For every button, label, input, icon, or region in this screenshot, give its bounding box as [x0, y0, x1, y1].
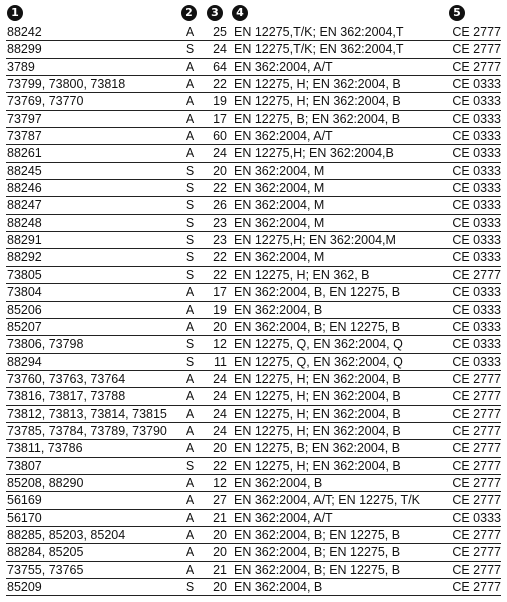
- article-numbers-cell: 73787: [7, 129, 42, 144]
- table-row: [6, 249, 501, 266]
- column-number-badge-2: 2: [181, 5, 197, 21]
- standards-cell: EN 12275,H; EN 362:2004,M: [234, 233, 396, 248]
- strength-cell: 24: [213, 146, 227, 161]
- certification-cell: CE 0333: [452, 215, 501, 230]
- table-row: [6, 388, 501, 405]
- strength-cell: 24: [213, 42, 227, 57]
- strength-cell: 22: [213, 267, 227, 282]
- certification-cell: CE 2777: [452, 267, 501, 282]
- certification-cell: CE 0333: [452, 233, 501, 248]
- strength-cell: 20: [213, 527, 227, 542]
- article-numbers-cell: 73760, 73763, 73764: [7, 371, 126, 386]
- strength-cell: 20: [213, 545, 227, 560]
- table-header: [6, 4, 501, 24]
- strength-cell: 22: [213, 250, 227, 265]
- type-cell: A: [185, 423, 195, 438]
- table-row: [6, 475, 501, 492]
- article-numbers-cell: 88284, 85205: [7, 545, 84, 560]
- standards-cell: EN 12275,H; EN 362:2004,B: [234, 146, 394, 161]
- certification-cell: CE 2777: [452, 475, 501, 490]
- column-number-badge-1: 1: [7, 5, 23, 21]
- type-cell: S: [185, 337, 195, 352]
- table-row: [6, 76, 501, 93]
- type-cell: A: [185, 441, 195, 456]
- strength-cell: 12: [213, 475, 227, 490]
- standards-cell: EN 362:2004, M: [234, 181, 325, 196]
- table-row: [6, 180, 501, 197]
- certification-cell: CE 2777: [452, 423, 501, 438]
- table-row: [6, 145, 501, 162]
- table-row: [6, 284, 501, 301]
- type-cell: A: [185, 77, 195, 92]
- standards-cell: EN 12275, H; EN 362:2004, B: [234, 371, 401, 386]
- certification-cell: CE 0333: [452, 129, 501, 144]
- certification-cell: CE 2777: [452, 493, 501, 508]
- table-row: [6, 371, 501, 388]
- article-numbers-cell: 88247: [7, 198, 42, 213]
- article-numbers-cell: 56169: [7, 493, 42, 508]
- table-row: [6, 24, 501, 41]
- article-numbers-cell: 73785, 73784, 73789, 73790: [7, 423, 167, 438]
- certification-cell: CE 2777: [452, 527, 501, 542]
- standards-cell: EN 362:2004, B; EN 12275, B: [234, 527, 401, 542]
- strength-cell: 11: [214, 354, 227, 369]
- standards-cell: EN 12275, H; EN 362:2004, B: [234, 94, 401, 109]
- table-row: [6, 128, 501, 145]
- type-cell: S: [185, 163, 195, 178]
- standards-cell: EN 362:2004, A/T: [234, 59, 333, 74]
- article-numbers-cell: 88285, 85203, 85204: [7, 527, 126, 542]
- standards-cell: EN 12275, Q, EN 362:2004, Q: [234, 337, 403, 352]
- standards-cell: EN 12275, Q, EN 362:2004, Q: [234, 354, 403, 369]
- standards-cell: EN 12275, B; EN 362:2004, B: [234, 111, 401, 126]
- standards-cell: EN 362:2004, M: [234, 198, 325, 213]
- article-numbers-cell: 85209: [7, 580, 42, 594]
- article-numbers-cell: 88242: [7, 25, 42, 39]
- table-row: [6, 336, 501, 353]
- article-numbers-cell: 85207: [7, 319, 42, 334]
- article-numbers-cell: 73804: [7, 285, 42, 300]
- standards-cell: EN 12275, H; EN 362:2004, B: [234, 406, 401, 421]
- strength-cell: 19: [213, 302, 227, 317]
- strength-cell: 20: [213, 319, 227, 334]
- standards-cell: EN 362:2004, B; EN 12275, B: [234, 545, 401, 560]
- table-row: [6, 440, 501, 457]
- strength-cell: 21: [213, 562, 227, 577]
- certification-cell: CE 2777: [452, 25, 501, 39]
- type-cell: A: [185, 25, 195, 39]
- certification-cell: CE 0333: [452, 285, 501, 300]
- standards-cell: EN 362:2004, B: [234, 580, 323, 594]
- article-numbers-cell: 88246: [7, 181, 42, 196]
- standards-cell: EN 362:2004, B; EN 12275, B: [234, 562, 401, 577]
- type-cell: A: [185, 527, 195, 542]
- strength-cell: 20: [213, 163, 227, 178]
- standards-cell: EN 362:2004, M: [234, 215, 325, 230]
- type-cell: S: [185, 198, 195, 213]
- standards-cell: EN 12275, H; EN 362:2004, B: [234, 458, 401, 473]
- standards-cell: EN 12275,T/K; EN 362:2004,T: [234, 42, 404, 57]
- article-numbers-cell: 73799, 73800, 73818: [7, 77, 126, 92]
- standards-cell: EN 12275, H; EN 362:2004, B: [234, 389, 401, 404]
- table-row: [6, 562, 501, 579]
- article-numbers-cell: 73812, 73813, 73814, 73815: [7, 406, 167, 421]
- type-cell: A: [185, 545, 195, 560]
- standards-cell: EN 362:2004, B: [234, 302, 323, 317]
- certification-cell: CE 0333: [452, 302, 501, 317]
- strength-cell: 12: [213, 337, 227, 352]
- spec-table: [6, 4, 501, 596]
- strength-cell: 22: [213, 458, 227, 473]
- column-number-badge-3: 3: [207, 5, 223, 21]
- type-cell: A: [185, 285, 195, 300]
- certification-cell: CE 0333: [452, 198, 501, 213]
- strength-cell: 24: [213, 406, 227, 421]
- type-cell: A: [185, 371, 195, 386]
- certification-cell: CE 0333: [452, 163, 501, 178]
- strength-cell: 20: [213, 580, 227, 594]
- table-row: [6, 319, 501, 336]
- type-cell: A: [185, 146, 195, 161]
- strength-cell: 22: [213, 77, 227, 92]
- strength-cell: 19: [213, 94, 227, 109]
- type-cell: A: [185, 406, 195, 421]
- table-row: [6, 59, 501, 76]
- table-row: [6, 163, 501, 180]
- certification-cell: CE 0333: [452, 250, 501, 265]
- strength-cell: 17: [213, 111, 227, 126]
- certification-cell: CE 0333: [452, 111, 501, 126]
- table-row: [6, 267, 501, 284]
- certification-cell: CE 2777: [452, 580, 501, 594]
- article-numbers-cell: 88248: [7, 215, 42, 230]
- table-row: [6, 111, 501, 128]
- article-numbers-cell: 88245: [7, 163, 42, 178]
- article-numbers-cell: 85208, 88290: [7, 475, 84, 490]
- certification-cell: CE 0333: [452, 319, 501, 334]
- type-cell: S: [185, 354, 195, 369]
- type-cell: A: [185, 475, 195, 490]
- standards-cell: EN 12275,T/K; EN 362:2004,T: [234, 25, 404, 39]
- column-number-badge-4: 4: [232, 5, 248, 21]
- article-numbers-cell: 88299: [7, 42, 42, 57]
- table-row: [6, 423, 501, 440]
- table-row: [6, 579, 501, 596]
- article-numbers-cell: 88261: [7, 146, 42, 161]
- certification-cell: CE 0333: [452, 146, 501, 161]
- column-number-badge-5: 5: [449, 5, 465, 21]
- type-cell: A: [185, 319, 195, 334]
- standards-cell: EN 362:2004, A/T: [234, 510, 333, 525]
- article-numbers-cell: 88294: [7, 354, 42, 369]
- strength-cell: 24: [213, 371, 227, 386]
- type-cell: A: [185, 562, 195, 577]
- type-cell: A: [185, 510, 195, 525]
- strength-cell: 21: [213, 510, 227, 525]
- strength-cell: 25: [213, 25, 227, 39]
- strength-cell: 26: [213, 198, 227, 213]
- type-cell: S: [185, 580, 195, 594]
- certification-cell: CE 2777: [452, 59, 501, 74]
- table-body: [6, 24, 501, 596]
- strength-cell: 22: [213, 181, 227, 196]
- table-row: [6, 215, 501, 232]
- type-cell: A: [185, 111, 195, 126]
- article-numbers-cell: 85206: [7, 302, 42, 317]
- standards-cell: EN 362:2004, A/T: [234, 129, 333, 144]
- article-numbers-cell: 3789: [7, 59, 35, 74]
- certification-cell: CE 0333: [452, 181, 501, 196]
- standards-cell: EN 12275, H; EN 362:2004, B: [234, 423, 401, 438]
- article-numbers-cell: 56170: [7, 510, 42, 525]
- type-cell: A: [185, 129, 195, 144]
- standards-cell: EN 362:2004, A/T; EN 12275, T/K: [234, 493, 420, 508]
- certification-cell: CE 0333: [452, 94, 501, 109]
- standards-cell: EN 12275, H; EN 362:2004, B: [234, 77, 401, 92]
- certification-cell: CE 2777: [452, 406, 501, 421]
- type-cell: S: [185, 458, 195, 473]
- table-row: [6, 93, 501, 110]
- certification-cell: CE 2777: [452, 545, 501, 560]
- standards-cell: EN 362:2004, B; EN 12275, B: [234, 319, 401, 334]
- type-cell: A: [185, 493, 195, 508]
- table-row: [6, 510, 501, 527]
- table-row: [6, 458, 501, 475]
- type-cell: A: [185, 302, 195, 317]
- certification-cell: CE 2777: [452, 562, 501, 577]
- table-row: [6, 232, 501, 249]
- standards-cell: EN 12275, H; EN 362, B: [234, 267, 370, 282]
- type-cell: A: [185, 389, 195, 404]
- type-cell: A: [185, 59, 195, 74]
- certification-cell: CE 0333: [452, 337, 501, 352]
- strength-cell: 24: [213, 423, 227, 438]
- table-row: [6, 197, 501, 214]
- strength-cell: 23: [213, 233, 227, 248]
- certification-cell: CE 2777: [452, 371, 501, 386]
- strength-cell: 60: [213, 129, 227, 144]
- standards-cell: EN 362:2004, B: [234, 475, 323, 490]
- certification-cell: CE 2777: [452, 441, 501, 456]
- type-cell: S: [185, 250, 195, 265]
- article-numbers-cell: 88291: [7, 233, 42, 248]
- type-cell: S: [185, 42, 195, 57]
- strength-cell: 64: [213, 59, 227, 74]
- certification-cell: CE 0333: [452, 354, 501, 369]
- strength-cell: 17: [213, 285, 227, 300]
- article-numbers-cell: 73755, 73765: [7, 562, 84, 577]
- table-row: [6, 544, 501, 561]
- standards-cell: EN 362:2004, M: [234, 250, 325, 265]
- article-numbers-cell: 73769, 73770: [7, 94, 84, 109]
- article-numbers-cell: 73807: [7, 458, 42, 473]
- strength-cell: 20: [213, 441, 227, 456]
- strength-cell: 27: [213, 493, 227, 508]
- type-cell: S: [185, 181, 195, 196]
- certification-cell: CE 2777: [452, 389, 501, 404]
- article-numbers-cell: 73816, 73817, 73788: [7, 389, 126, 404]
- type-cell: A: [185, 94, 195, 109]
- article-numbers-cell: 73797: [7, 111, 42, 126]
- article-numbers-cell: 73811, 73786: [7, 441, 83, 456]
- standards-cell: EN 362:2004, M: [234, 163, 325, 178]
- table-row: [6, 492, 501, 509]
- type-cell: S: [185, 267, 195, 282]
- table-row: [6, 406, 501, 423]
- table-row: [6, 41, 501, 58]
- certification-cell: CE 2777: [452, 42, 501, 57]
- standards-cell: EN 12275, B; EN 362:2004, B: [234, 441, 401, 456]
- article-numbers-cell: 73806, 73798: [7, 337, 84, 352]
- table-row: [6, 354, 501, 371]
- article-numbers-cell: 73805: [7, 267, 42, 282]
- strength-cell: 23: [213, 215, 227, 230]
- article-numbers-cell: 88292: [7, 250, 42, 265]
- strength-cell: 24: [213, 389, 227, 404]
- table-row: [6, 302, 501, 319]
- type-cell: S: [185, 215, 195, 230]
- type-cell: S: [185, 233, 195, 248]
- certification-cell: CE 2777: [452, 458, 501, 473]
- certification-cell: CE 0333: [452, 510, 501, 525]
- certification-cell: CE 0333: [452, 77, 501, 92]
- table-row: [6, 527, 501, 544]
- standards-cell: EN 362:2004, B, EN 12275, B: [234, 285, 401, 300]
